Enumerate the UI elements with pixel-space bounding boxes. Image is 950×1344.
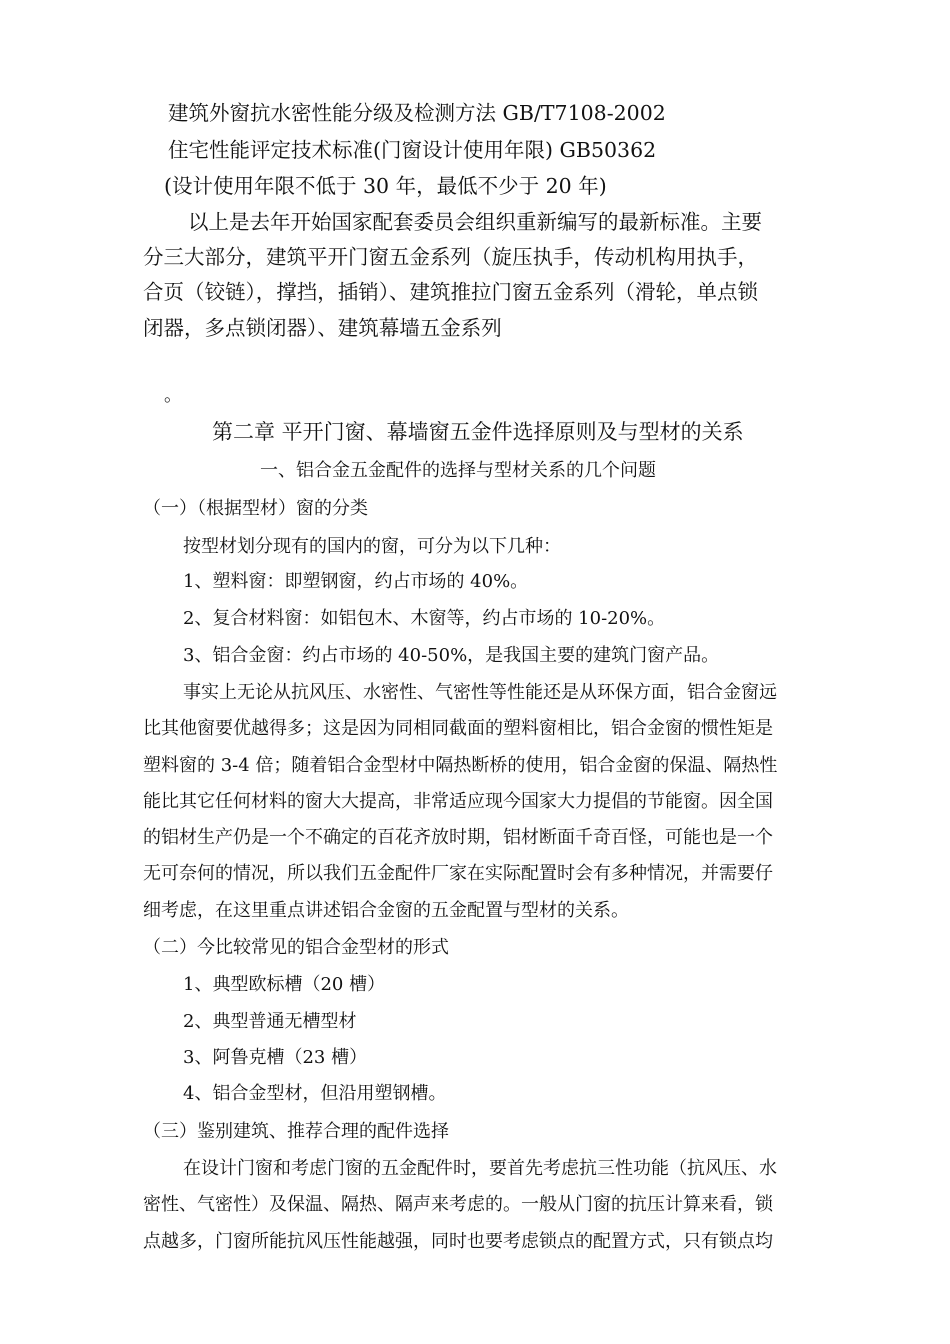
paragraph-line: 细考虑，在这里重点讲述铝合金窗的五金配置与型材的关系。 (143, 900, 629, 921)
list-item: 1、塑料窗：即塑钢窗，约占市场的 40%。 (183, 571, 529, 592)
standard-line: 住宅性能评定技术标准(门窗设计使用年限) GB50362 (168, 138, 657, 162)
intro-line: 分三大部分，建筑平开门窗五金系列（旋压执手，传动机构用执手， (143, 245, 758, 269)
paragraph-line: 塑料窗的 3-4 倍；随着铝合金型材中隔热断桥的使用，铝合金窗的保温、隔热性 (143, 755, 778, 776)
subsection-heading: （一）（根据型材）窗的分类 (143, 498, 368, 519)
paragraph-line: 事实上无论从抗风压、水密性、气密性等性能还是从环保方面，铝合金窗远 (183, 682, 777, 703)
subsection-lead: 按型材划分现有的国内的窗，可分为以下几种： (183, 536, 561, 557)
paragraph-line: 的铝材生产仍是一个不确定的百花齐放时期，铝材断面千奇百怪，可能也是一个 (143, 827, 773, 848)
subsection-heading: （三）鉴别建筑、推荐合理的配件选择 (143, 1121, 449, 1142)
paragraph-line: 在设计门窗和考虑门窗的五金配件时，要首先考虑抗三性功能（抗风压、水 (183, 1158, 777, 1179)
section-title: 一、铝合金五金配件的选择与型材关系的几个问题 (260, 460, 656, 481)
standard-line: 建筑外窗抗水密性能分级及检测方法 GB/T7108-2002 (168, 101, 666, 125)
intro-line: 合页（铰链），撑挡，插销）、建筑推拉门窗五金系列（滑轮，单点锁 (143, 280, 758, 304)
paragraph-line: 比其他窗要优越得多；这是因为同相同截面的塑料窗相比，铝合金窗的惯性矩是 (143, 718, 773, 739)
stray-mark: 。 (164, 385, 182, 406)
standard-line: (设计使用年限不低于 30 年，最低不少于 20 年) (164, 174, 607, 198)
list-item: 2、典型普通无槽型材 (183, 1011, 357, 1032)
paragraph-line: 密性、气密性）及保温、隔热、隔声来考虑的。一般从门窗的抗压计算来看，锁 (143, 1194, 773, 1215)
list-item: 3、阿鲁克槽（23 槽） (183, 1047, 368, 1068)
list-item: 4、铝合金型材，但沿用塑钢槽。 (183, 1083, 447, 1104)
intro-line: 以上是去年开始国家配套委员会组织重新编写的最新标准。主要 (188, 210, 762, 234)
list-item: 3、铝合金窗：约占市场的 40-50%，是我国主要的建筑门窗产品。 (183, 645, 720, 666)
list-item: 1、典型欧标槽（20 槽） (183, 974, 386, 995)
paragraph-line: 能比其它任何材料的窗大大提高，非常适应现今国家大力提倡的节能窗。因全国 (143, 791, 773, 812)
list-item: 2、复合材料窗：如铝包木、木窗等，约占市场的 10-20%。 (183, 608, 666, 629)
intro-line: 闭器，多点锁闭器）、建筑幕墙五金系列 (143, 316, 502, 340)
subsection-heading: （二）今比较常见的铝合金型材的形式 (143, 937, 449, 958)
chapter-title: 第二章 平开门窗、幕墙窗五金件选择原则及与型材的关系 (212, 420, 744, 444)
paragraph-line: 无可奈何的情况，所以我们五金配件厂家在实际配置时会有多种情况，并需要仔 (143, 863, 773, 884)
paragraph-line: 点越多，门窗所能抗风压性能越强，同时也要考虑锁点的配置方式，只有锁点均 (143, 1231, 773, 1252)
